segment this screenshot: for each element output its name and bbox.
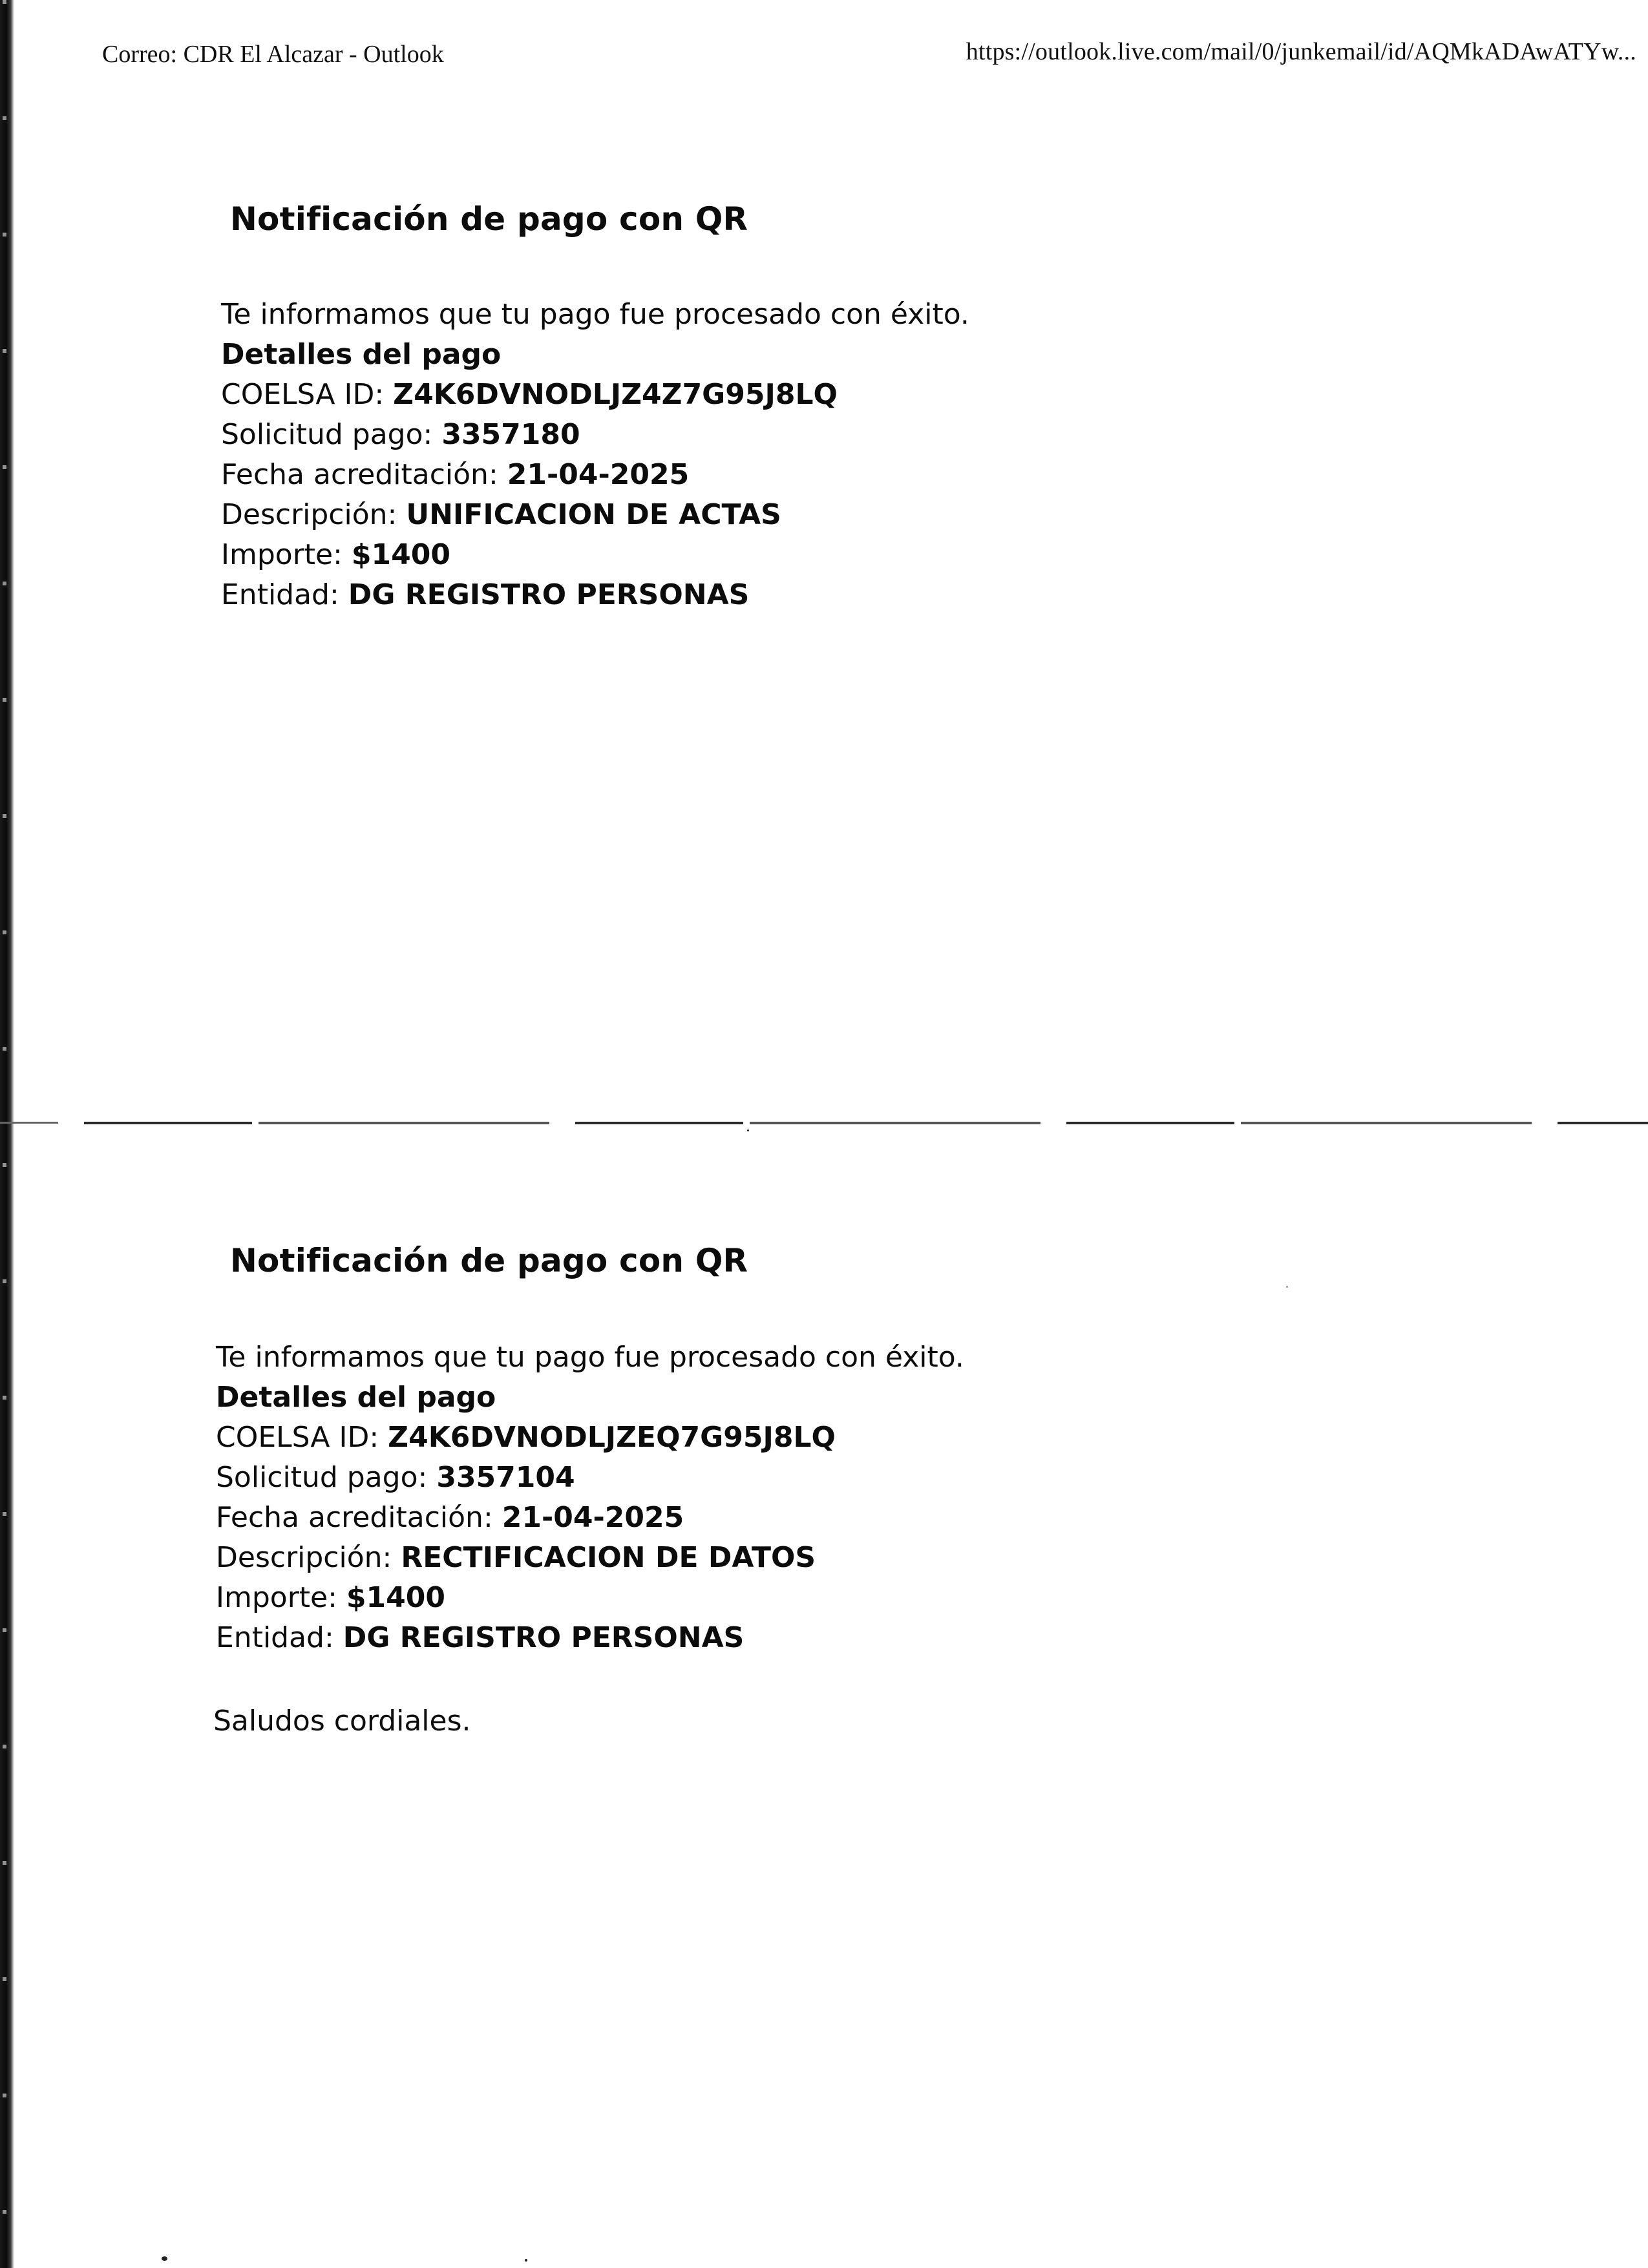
field-descripcion (216, 1538, 964, 1578)
field-value: 3357104 (436, 1461, 575, 1494)
field-solicitud-pago (216, 1458, 964, 1498)
field-label: Importe: (221, 538, 352, 571)
field-importe (216, 1578, 964, 1618)
field-value: 21-04-2025 (507, 458, 690, 491)
field-label: COELSA ID: (221, 378, 394, 411)
field-label: Descripción: (216, 1541, 401, 1574)
field-coelsa-id (221, 375, 969, 415)
notification-title: Notificación de pago con QR (230, 200, 748, 238)
print-page-title: Correo: CDR El Alcazar - Outlook (102, 41, 444, 68)
notification-body (221, 295, 969, 615)
field-value: Z4K6DVNODLJZ4Z7G95J8LQ (393, 378, 838, 411)
field-value: $1400 (346, 1581, 445, 1614)
field-label: Solicitud pago: (216, 1461, 437, 1494)
field-value: UNIFICACION DE ACTAS (406, 498, 781, 531)
field-descripcion (221, 495, 969, 535)
field-fecha-acreditacion (221, 455, 969, 495)
notification-body (216, 1338, 964, 1658)
field-label: Solicitud pago: (221, 418, 442, 451)
page-divider (84, 1122, 1648, 1124)
field-label: Descripción: (221, 498, 407, 531)
closing-text: Saludos cordiales. (213, 1705, 471, 1738)
notification-title: Notificación de pago con QR (230, 1242, 748, 1279)
scan-edge (0, 0, 14, 2268)
field-value: DG REGISTRO PERSONAS (343, 1621, 745, 1654)
print-header (102, 40, 1636, 79)
field-label: Fecha acreditación: (216, 1501, 502, 1534)
field-label: Entidad: (216, 1621, 343, 1654)
field-coelsa-id (216, 1418, 964, 1458)
field-fecha-acreditacion (216, 1498, 964, 1538)
field-label: Entidad: (221, 578, 348, 611)
intro-text: Te informamos que tu pago fue procesado con éxito. (221, 298, 969, 331)
field-label: Importe: (216, 1581, 346, 1614)
print-page-url: https://outlook.live.com/mail/0/junkemail/id/AQMkADAwATYw... (966, 38, 1636, 65)
field-entidad (221, 575, 969, 615)
field-value: 21-04-2025 (502, 1501, 684, 1534)
field-value: 3357180 (441, 418, 580, 451)
field-value: Z4K6DVNODLJZEQ7G95J8LQ (388, 1421, 836, 1454)
details-heading: Detalles del pago (216, 1381, 496, 1414)
field-value: DG REGISTRO PERSONAS (348, 578, 750, 611)
field-entidad (216, 1618, 964, 1658)
field-label: Fecha acreditación: (221, 458, 507, 491)
intro-text: Te informamos que tu pago fue procesado con éxito. (216, 1341, 964, 1374)
field-solicitud-pago (221, 415, 969, 455)
field-label: COELSA ID: (216, 1421, 388, 1454)
field-importe (221, 535, 969, 575)
field-value: RECTIFICACION DE DATOS (401, 1541, 816, 1574)
details-heading: Detalles del pago (221, 338, 502, 371)
field-value: $1400 (351, 538, 450, 571)
